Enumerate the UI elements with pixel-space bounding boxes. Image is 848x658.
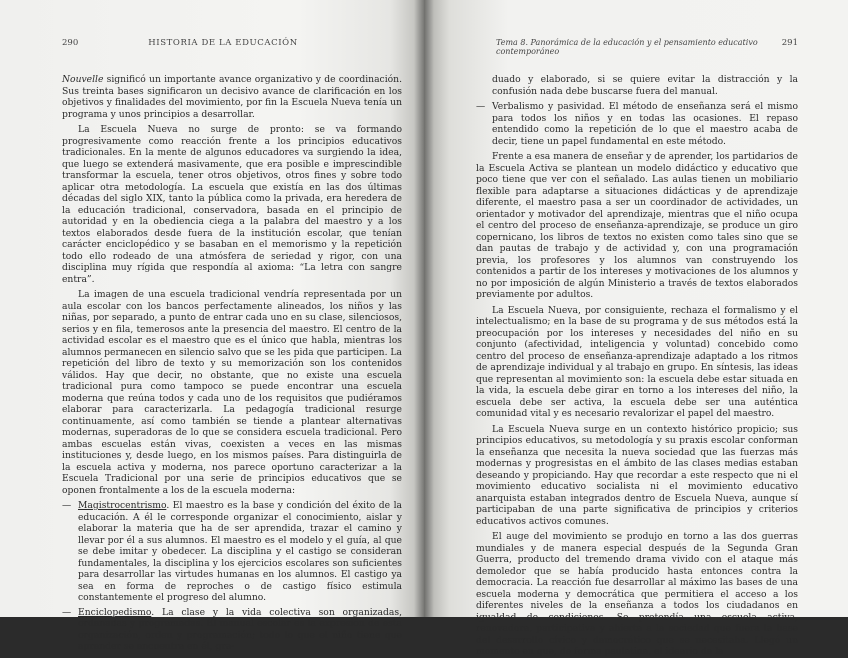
right-running-head: Tema 8. Panorámica de la educación y el pensamiento educativo contemporáneo bbox=[496, 38, 758, 56]
right-page-number: 291 bbox=[781, 38, 798, 48]
left-page-body bbox=[62, 74, 402, 653]
paragraph: El auge del movimiento se produjo en torno a las dos guerras mundiales y de manera especial después de la Segunda Gran Guerra, producto del tremendo drama vivido con el ataque más demoledor que se había producido hasta entonces contra la democracia. La reacción fue desarrollar al máximo las bases de una escuela moderna y democrática que permitiera el acceso a los diferentes niveles de la enseñanza a todos los ciudadanos en igualdad de condiciones. Se pretendía una escuela activa, renovadora, participativa y abierta a la sociedad que fuera la base del desarrollo cívico y democrático que se necesitaba. Llegó un momento en que, de forma paulatina, el ideario de la bbox=[476, 531, 798, 657]
right-page bbox=[424, 0, 848, 657]
list-item bbox=[492, 101, 798, 147]
paragraph: La Escuela Nueva no surge de pronto: se va formando progresivamente como reacción frente a los principios educativos tradicionales. En la mente de algunos educadores va surgiendo la idea, que luego se extenderá masivamente, que era posible e imprescindible transformar la escuela, tener otros objetivos, otros fines y sobre todo aplicar otra metodología. La escuela que existía en las dos últimas décadas del siglo XIX, tanto la pública como la privada, era heredera de la educación tradicional, conservadora, basada en el principio de autoridad y en la obediencia ciega a la palabra del maestro y a los textos elaborados desde fuera de la institución escolar, que tenían carácter enciclopédico y se basaban en el memorismo y la repetición todo ello rodeado de una atmósfera de seriedad y rigor, con una disciplina muy rígida que respondía al axioma: “La letra con sangre entra”. bbox=[62, 124, 402, 285]
paragraph-text: significó un importante avance organizativo y de coordinación. Sus treinta bases significaron un decisivo avance de clarificación en los objetivos y finalidades del movimiento, por fin la Escuela Nueva tenía un programa y unos principios a desarrollar. bbox=[62, 74, 402, 120]
list-text: Verbalismo y pasividad. El método de enseñanza será el mismo para todos los niños y en todas las ocasiones. El repaso entendido como la repetición de lo que el maestro acaba de decir, tiene un papel fundamental en este método. bbox=[492, 101, 798, 147]
left-running-head: HISTORIA DE LA EDUCACIÓN bbox=[148, 38, 298, 48]
list-item bbox=[78, 500, 402, 604]
lead-word: Nouvelle bbox=[62, 74, 104, 85]
principles-list bbox=[62, 500, 402, 653]
paragraph: La imagen de una escuela tradicional vendría representada por un aula escolar con los bancos perfectamente alineados, los niños y las niñas, por separado, a punto de entrar cada uno en su clase, silenciosos, serios y en fila, temerosos ante la presencia del maestro. El centro de la actividad escolar es el maestro que es el único que habla, mientras los alumnos permanecen en silencio salvo que se les pida que participen. La repetición del libro de texto y su memorización son los contenidos válidos. Hay que decir, no obstante, que no existe una escuela tradicional pura como tampoco se puede encontrar una escuela moderna que reúna todos y cada uno de los requisitos que pudiéramos elaborar para caracterizarla. La pedagogía tradicional resurge continuamente, así como también se tiende a plantear alternativas modernas, superadoras de lo que se considera escuela tradicional. Pero ambas escuelas están vivas, coexisten a veces en las mismas instituciones y, desde luego, en los mismos países. Para distinguirla de la escuela activa y moderna, nos parece oportuno caracterizar a la Escuela Tradicional por una serie de principios educativos que se oponen frontalmente a los de la escuela moderna: bbox=[62, 289, 402, 496]
list-term: Magistrocentrismo bbox=[78, 500, 167, 511]
right-running-header bbox=[476, 38, 798, 60]
list-item bbox=[78, 607, 402, 653]
list-text: . El maestro es la base y condición del éxito de la educación. A él le corresponde organizar el conocimiento, aislar y elaborar la materia que ha de ser aprendida, trazar el camino y llevar por él a sus alumnos. El maestro es el modelo y el guía, al que se debe imitar y obedecer. La disciplina y el castigo se consideran fundamentales, la disciplina y los ejercicios escolares son suficientes para desarrollar las virtudes humanas en los alumnos. El castigo ya sea en forma de reproches o de castigo físico estimula constantemente el progreso del alumno. bbox=[78, 500, 402, 603]
paragraph bbox=[62, 74, 402, 120]
paragraph: La Escuela Nueva, por consiguiente, rechaza el formalismo y el intelectualismo; en la base de su programa y de sus métodos está la preocupación por los intereses y necesidades del niño en su conjunto (afectividad, inteligencia y voluntad) concebido como centro del proceso de enseñanza-aprendizaje adaptado a los ritmos de aprendizaje individual y al trabajo en grupo. En síntesis, las ideas que representan al movimiento son: la escuela debe estar situada en la vida, la escuela debe girar en torno a los intereses del niño, la escuela debe ser activa, la escuela debe ser una auténtica comunidad vital y es necesario revalorizar el papel del maestro. bbox=[476, 304, 798, 419]
continuation-text: duado y elaborado, si se quiere evitar la distracción y la confusión nada debe buscarse fuera del manual. bbox=[492, 74, 798, 97]
left-page-number: 290 bbox=[62, 38, 79, 48]
list-text: . La clase y la vida colectiva son organizadas, ordenadas y programadas. El manual escolar es la expresión de esta organización, orden y programación; todo lo que el niño tiene que aprender se encuentra en él, gra- bbox=[78, 606, 402, 652]
paragraph: Frente a esa manera de enseñar y de aprender, los partidarios de la Escuela Activa se plantean un modelo didáctico y educativo que poco tiene que ver con el señalado. Las aulas tienen un mobiliario flexible para adaptarse a situaciones didácticas y de aprendizaje diferente, el maestro pasa a ser un coordinador de actividades, un orientador y motivador del aprendizaje, mientras que el niño ocupa el centro del proceso de enseñanza-aprendizaje, se produce un giro copernicano, los libros de textos no existen como tales sino que se dan pautas de trabajo y de actividad y, con una programación previa, los profesores y los alumnos van construyendo los contenidos a partir de los intereses y motivaciones de los alumnos y no por imposición de algún Ministerio a través de textos elaborados previamente por adultos. bbox=[476, 151, 798, 300]
principles-list-continued bbox=[476, 101, 798, 147]
book-gutter bbox=[414, 0, 434, 617]
paragraph: La Escuela Nueva surge en un contexto histórico propicio; sus principios educativos, su metodología y su praxis escolar conforman la enseñanza que necesita la nueva sociedad que las fuerzas más modernas y progresistas en el ámbito de las clases medias estaban deseando y propiciando. Hay que recordar a este respecto que ni el movimiento educativo socialista ni el movimiento educativo anarquista estaban integrados dentro de Escuela Nueva, aunque sí participaban de una parte significativa de principios y criterios educativos activos comunes. bbox=[476, 423, 798, 527]
right-page-body bbox=[476, 74, 798, 658]
left-running-header bbox=[62, 38, 402, 60]
list-term: Enciclopedismo bbox=[78, 606, 152, 618]
left-page bbox=[0, 0, 424, 652]
